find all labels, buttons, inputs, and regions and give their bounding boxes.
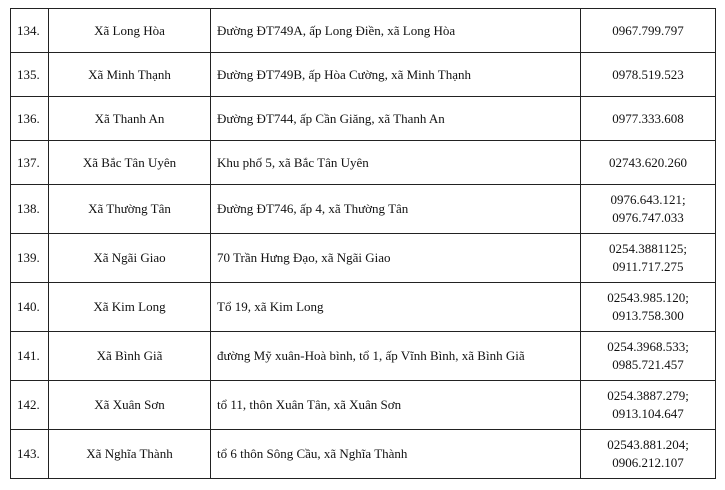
- phone-number: 0977.333.608: [612, 110, 684, 126]
- table-row: [11, 97, 716, 141]
- table-row: [11, 283, 716, 332]
- commune-name: Xã Bình Giã: [49, 332, 211, 381]
- table-row: [11, 185, 716, 234]
- phone-number: 0254.3881125;: [609, 241, 687, 256]
- phone-number: 0906.212.107: [612, 455, 684, 470]
- commune-name: Xã Bắc Tân Uyên: [49, 141, 211, 185]
- commune-name: Xã Thanh An: [49, 97, 211, 141]
- phone-number: 0911.717.275: [612, 259, 684, 274]
- commune-address: Khu phố 5, xã Bắc Tân Uyên: [211, 141, 581, 185]
- commune-name: Xã Long Hòa: [49, 9, 211, 53]
- phone-number: 0967.799.797: [612, 22, 684, 38]
- commune-address: Tổ 19, xã Kim Long: [211, 283, 581, 332]
- phone-cell: [581, 381, 716, 430]
- phone-number: 0913.104.647: [612, 406, 684, 421]
- table-row: [11, 234, 716, 283]
- table-row: [11, 53, 716, 97]
- row-number: 138.: [11, 185, 49, 234]
- commune-address: đường Mỹ xuân-Hoà bình, tổ 1, ấp Vĩnh Bình, xã Bình Giã: [211, 332, 581, 381]
- commune-address: Đường ĐT749A, ấp Long Điền, xã Long Hòa: [211, 9, 581, 53]
- phone-number: 02743.620.260: [609, 154, 687, 170]
- phone-number: 02543.881.204;: [607, 437, 689, 452]
- table-row: [11, 141, 716, 185]
- commune-name: Xã Thường Tân: [49, 185, 211, 234]
- phone-number: 0985.721.457: [612, 357, 684, 372]
- phone-number: 0254.3968.533;: [607, 339, 689, 354]
- phone-number: 0976.643.121;: [610, 192, 686, 207]
- commune-address: tổ 11, thôn Xuân Tân, xã Xuân Sơn: [211, 381, 581, 430]
- commune-address: Đường ĐT746, ấp 4, xã Thường Tân: [211, 185, 581, 234]
- phone-cell: [581, 234, 716, 283]
- table-row: [11, 332, 716, 381]
- commune-address: Đường ĐT744, ấp Cần Giăng, xã Thanh An: [211, 97, 581, 141]
- phone-cell: [581, 9, 716, 53]
- commune-name: Xã Ngãi Giao: [49, 234, 211, 283]
- row-number: 139.: [11, 234, 49, 283]
- phone-cell: [581, 185, 716, 234]
- phone-cell: [581, 430, 716, 479]
- row-number: 135.: [11, 53, 49, 97]
- commune-name: Xã Kim Long: [49, 283, 211, 332]
- phone-number: 0976.747.033: [612, 210, 684, 225]
- phone-number: 02543.985.120;: [607, 290, 689, 305]
- table-row: [11, 9, 716, 53]
- table-row: [11, 430, 716, 479]
- row-number: 136.: [11, 97, 49, 141]
- row-number: 140.: [11, 283, 49, 332]
- phone-number: 0978.519.523: [612, 66, 684, 82]
- row-number: 142.: [11, 381, 49, 430]
- phone-cell: [581, 283, 716, 332]
- commune-name: Xã Nghĩa Thành: [49, 430, 211, 479]
- commune-address: 70 Trần Hưng Đạo, xã Ngãi Giao: [211, 234, 581, 283]
- row-number: 141.: [11, 332, 49, 381]
- phone-cell: [581, 332, 716, 381]
- phone-cell: [581, 53, 716, 97]
- phone-cell: [581, 141, 716, 185]
- table-row: [11, 381, 716, 430]
- commune-address: tổ 6 thôn Sông Cầu, xã Nghĩa Thành: [211, 430, 581, 479]
- phone-number: 0254.3887.279;: [607, 388, 689, 403]
- commune-name: Xã Xuân Sơn: [49, 381, 211, 430]
- phone-number: 0913.758.300: [612, 308, 684, 323]
- commune-contact-table: [10, 8, 716, 479]
- row-number: 137.: [11, 141, 49, 185]
- row-number: 143.: [11, 430, 49, 479]
- row-number: 134.: [11, 9, 49, 53]
- commune-address: Đường ĐT749B, ấp Hòa Cường, xã Minh Thạnh: [211, 53, 581, 97]
- commune-name: Xã Minh Thạnh: [49, 53, 211, 97]
- phone-cell: [581, 97, 716, 141]
